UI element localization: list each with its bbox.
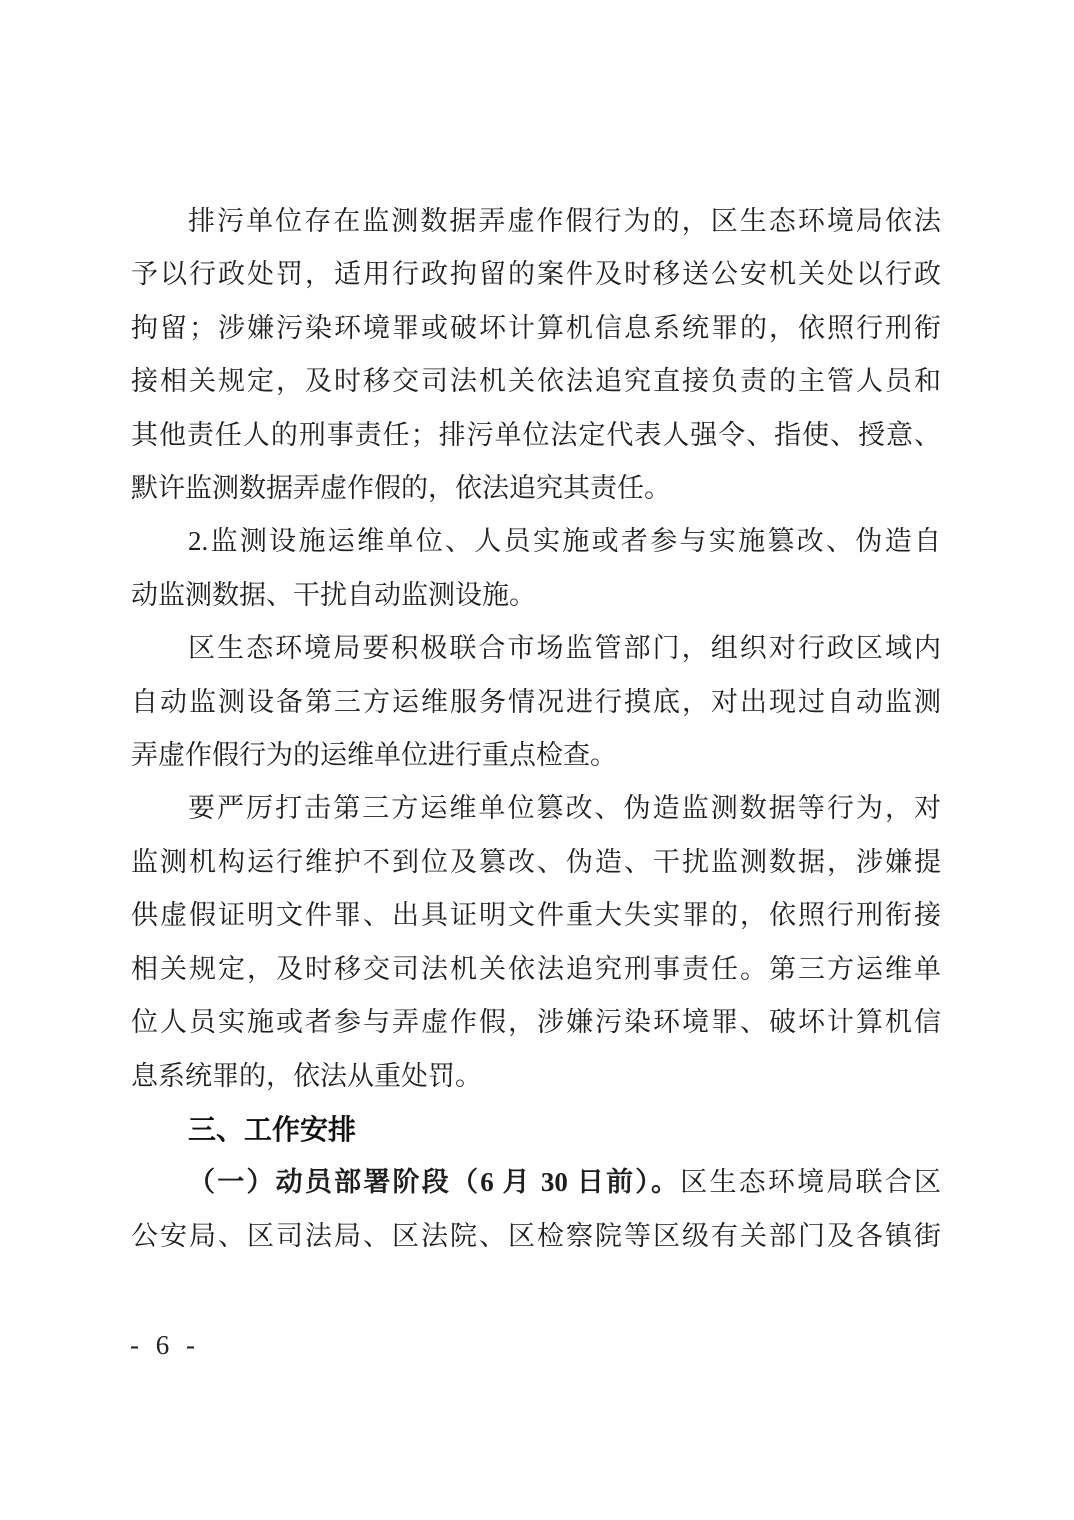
body-line: 接相关规定，及时移交司法机关依法追究直接负责的主管人员和 [131, 366, 941, 397]
body-line: 区生态环境局要积极联合市场监管部门，组织对行政区域内 [188, 633, 941, 664]
body-line: 自动监测设备第三方运维服务情况进行摸底，对出现过自动监测 [131, 686, 941, 717]
section-heading: 三、工作安排 [188, 1113, 357, 1145]
body-line: 息系统罪的，依法从重处罚。 [131, 1060, 482, 1091]
body-line: 监测机构运行维护不到位及篡改、伪造、干扰监测数据，涉嫌提 [131, 846, 941, 877]
body-line: 默许监测数据弄虚作假的，依法追究其责任。 [131, 473, 671, 504]
body-line: 排污单位存在监测数据弄虚作假行为的，区生态环境局依法 [188, 206, 941, 236]
body-line: 要严厉打击第三方运维单位篡改、伪造监测数据等行为，对 [188, 793, 941, 824]
body-line: 弄虚作假行为的运维单位进行重点检查。 [131, 740, 617, 771]
body-line: 拘留；涉嫌污染环境罪或破坏计算机信息系统罪的，依照行刑衔 [131, 312, 941, 343]
numbered-item-line: 动监测数据、干扰自动监测设施。 [131, 579, 536, 610]
stage-line-rest: 区生态环境局联合区 [680, 1167, 942, 1198]
body-line: 予以行政处罚，适用行政拘留的案件及时移送公安机关处以行政 [131, 259, 941, 290]
body-line: 位人员实施或者参与弄虚作假，涉嫌污染环境罪、破坏计算机信 [131, 1007, 941, 1038]
stage-title-bold: （一）动员部署阶段（6 月 30 日前）。 [188, 1167, 681, 1198]
text-block [131, 195, 941, 1263]
body-line: 相关规定，及时移交司法机关依法追究刑事责任。第三方运维单 [131, 953, 941, 984]
page-number: - 6 - [130, 1330, 200, 1360]
body-line: 供虚假证明文件罪、出具证明文件重大失实罪的，依照行刑衔接 [131, 900, 941, 931]
numbered-item-line: 2.监测设施运维单位、人员实施或者参与实施篡改、伪造自 [188, 526, 941, 557]
stage-line [131, 1156, 941, 1209]
body-line: 公安局、区司法局、区法院、区检察院等区级有关部门及各镇街 [131, 1220, 941, 1251]
body-line: 其他责任人的刑事责任；排污单位法定代表人强令、指使、授意、 [131, 419, 941, 450]
